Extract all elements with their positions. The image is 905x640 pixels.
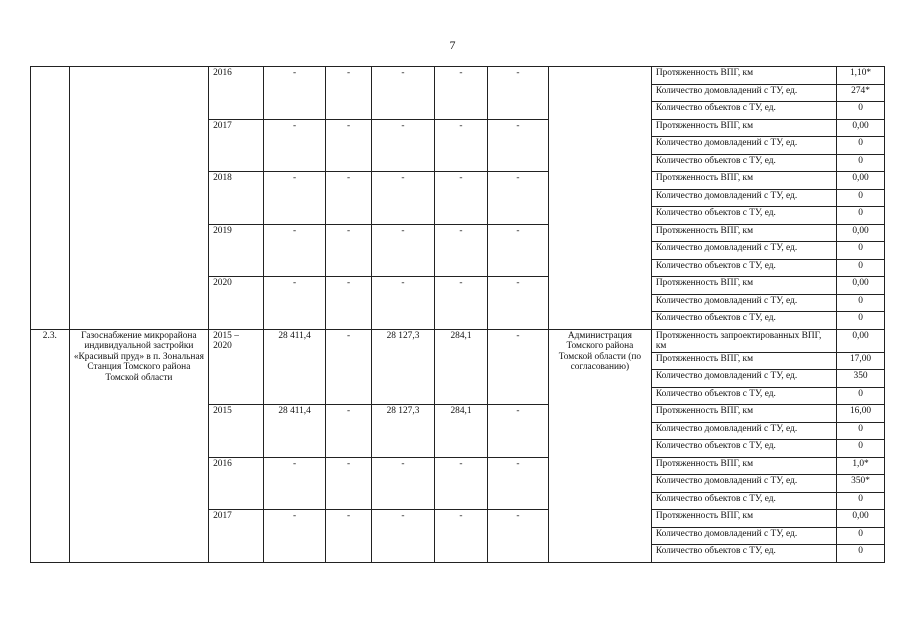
executor-cell [549, 67, 652, 330]
local-budget-cell: - [435, 119, 488, 172]
local-budget-cell: - [435, 172, 488, 225]
indicator-value-cell: 0 [837, 242, 885, 260]
federal-budget-cell: - [326, 119, 372, 172]
regional-budget-cell: - [371, 510, 434, 563]
table-row [31, 67, 885, 85]
indicator-label-cell: Протяженность ВПГ, км [651, 119, 836, 137]
indicator-label-cell: Протяженность ВПГ, км [651, 405, 836, 423]
indicator-label-cell: Протяженность запроектированных ВПГ, км [651, 329, 836, 352]
indicator-label-cell: Протяженность ВПГ, км [651, 352, 836, 370]
local-budget-cell: - [435, 224, 488, 277]
indicator-label-cell: Протяженность ВПГ, км [651, 67, 836, 85]
year-cell: 2015 [209, 405, 264, 458]
indicator-label-cell: Протяженность ВПГ, км [651, 172, 836, 190]
indicator-value-cell: 0 [837, 154, 885, 172]
indicator-label-cell: Количество домовладений с ТУ, ед. [651, 475, 836, 493]
cost-total-cell: - [264, 67, 326, 120]
cost-total-cell: - [264, 224, 326, 277]
cost-total-cell: - [264, 119, 326, 172]
indicator-value-cell: 0 [837, 207, 885, 225]
regional-budget-cell: - [371, 119, 434, 172]
year-cell: 2015 – 2020 [209, 329, 264, 405]
executor-cell: Администрация Томского района Томской области (по согласованию) [549, 329, 652, 562]
indicator-value-cell: 1,10* [837, 67, 885, 85]
indicator-value-cell: 0 [837, 387, 885, 405]
indicator-value-cell: 350 [837, 370, 885, 388]
federal-budget-cell: - [326, 510, 372, 563]
indicator-value-cell: 0 [837, 294, 885, 312]
year-cell: 2019 [209, 224, 264, 277]
year-cell: 2020 [209, 277, 264, 330]
table-row [31, 329, 885, 352]
indicator-value-cell: 0,00 [837, 224, 885, 242]
indicator-value-cell: 16,00 [837, 405, 885, 423]
indicator-value-cell: 350* [837, 475, 885, 493]
cost-total-cell: 28 411,4 [264, 329, 326, 405]
regional-budget-cell: - [371, 224, 434, 277]
indicator-value-cell: 0 [837, 312, 885, 330]
regional-budget-cell: - [371, 277, 434, 330]
extrabudget-cell: - [487, 329, 548, 405]
indicator-label-cell: Количество домовладений с ТУ, ед. [651, 242, 836, 260]
year-cell: 2018 [209, 172, 264, 225]
indicator-label-cell: Количество объектов с ТУ, ед. [651, 102, 836, 120]
cost-total-cell: - [264, 172, 326, 225]
indicator-value-cell: 0 [837, 259, 885, 277]
federal-budget-cell: - [326, 67, 372, 120]
indicator-label-cell: Количество объектов с ТУ, ед. [651, 154, 836, 172]
extrabudget-cell: - [487, 277, 548, 330]
indicator-label-cell: Количество объектов с ТУ, ед. [651, 545, 836, 563]
local-budget-cell: 284,1 [435, 329, 488, 405]
event-name-cell [69, 67, 208, 330]
indicator-label-cell: Протяженность ВПГ, км [651, 277, 836, 295]
indicator-value-cell: 0 [837, 545, 885, 563]
indicator-label-cell: Количество объектов с ТУ, ед. [651, 387, 836, 405]
federal-budget-cell: - [326, 457, 372, 510]
extrabudget-cell: - [487, 457, 548, 510]
year-cell: 2017 [209, 510, 264, 563]
indicator-value-cell: 0,00 [837, 172, 885, 190]
regional-budget-cell: - [371, 172, 434, 225]
regional-budget-cell: 28 127,3 [371, 405, 434, 458]
indicator-value-cell: 1,0* [837, 457, 885, 475]
cost-total-cell: - [264, 457, 326, 510]
extrabudget-cell: - [487, 67, 548, 120]
indicator-label-cell: Количество объектов с ТУ, ед. [651, 312, 836, 330]
indicator-value-cell: 0 [837, 422, 885, 440]
row-number-cell [31, 67, 70, 330]
regional-budget-cell: 28 127,3 [371, 329, 434, 405]
federal-budget-cell: - [326, 329, 372, 405]
cost-total-cell: - [264, 277, 326, 330]
indicator-label-cell: Количество объектов с ТУ, ед. [651, 440, 836, 458]
federal-budget-cell: - [326, 224, 372, 277]
indicator-value-cell: 0 [837, 492, 885, 510]
federal-budget-cell: - [326, 405, 372, 458]
regional-budget-cell: - [371, 457, 434, 510]
indicator-value-cell: 0,00 [837, 277, 885, 295]
indicator-value-cell: 0 [837, 137, 885, 155]
indicator-label-cell: Количество домовладений с ТУ, ед. [651, 294, 836, 312]
federal-budget-cell: - [326, 277, 372, 330]
indicator-label-cell: Протяженность ВПГ, км [651, 510, 836, 528]
indicator-label-cell: Количество домовладений с ТУ, ед. [651, 527, 836, 545]
indicator-label-cell: Количество домовладений с ТУ, ед. [651, 189, 836, 207]
indicator-label-cell: Количество объектов с ТУ, ед. [651, 259, 836, 277]
extrabudget-cell: - [487, 119, 548, 172]
row-number-cell: 2.3. [31, 329, 70, 562]
indicator-value-cell: 0 [837, 440, 885, 458]
indicator-value-cell: 0,00 [837, 510, 885, 528]
program-table [30, 66, 885, 563]
indicator-label-cell: Протяженность ВПГ, км [651, 457, 836, 475]
extrabudget-cell: - [487, 510, 548, 563]
page-number: 7 [449, 38, 456, 52]
extrabudget-cell: - [487, 224, 548, 277]
indicator-value-cell: 0 [837, 189, 885, 207]
cost-total-cell: - [264, 510, 326, 563]
year-cell: 2017 [209, 119, 264, 172]
local-budget-cell: - [435, 510, 488, 563]
local-budget-cell: - [435, 67, 488, 120]
indicator-value-cell: 0 [837, 527, 885, 545]
indicator-label-cell: Количество домовладений с ТУ, ед. [651, 137, 836, 155]
indicator-label-cell: Количество объектов с ТУ, ед. [651, 207, 836, 225]
extrabudget-cell: - [487, 172, 548, 225]
federal-budget-cell: - [326, 172, 372, 225]
indicator-label-cell: Количество объектов с ТУ, ед. [651, 492, 836, 510]
year-cell: 2016 [209, 457, 264, 510]
indicator-label-cell: Количество домовладений с ТУ, ед. [651, 84, 836, 102]
local-budget-cell: - [435, 457, 488, 510]
event-name-cell: Газоснабжение микрорайона индивидуальной застройки «Красивый пруд» в п. Зональная Станция Томского района Томской области [69, 329, 208, 562]
extrabudget-cell: - [487, 405, 548, 458]
local-budget-cell: - [435, 277, 488, 330]
table-body [31, 67, 885, 563]
indicator-value-cell: 17,00 [837, 352, 885, 370]
indicator-value-cell: 0,00 [837, 119, 885, 137]
cost-total-cell: 28 411,4 [264, 405, 326, 458]
local-budget-cell: 284,1 [435, 405, 488, 458]
indicator-label-cell: Протяженность ВПГ, км [651, 224, 836, 242]
indicator-value-cell: 0 [837, 102, 885, 120]
indicator-label-cell: Количество домовладений с ТУ, ед. [651, 422, 836, 440]
indicator-label-cell: Количество домовладений с ТУ, ед. [651, 370, 836, 388]
year-cell: 2016 [209, 67, 264, 120]
regional-budget-cell: - [371, 67, 434, 120]
indicator-value-cell: 274* [837, 84, 885, 102]
indicator-value-cell: 0,00 [837, 329, 885, 352]
